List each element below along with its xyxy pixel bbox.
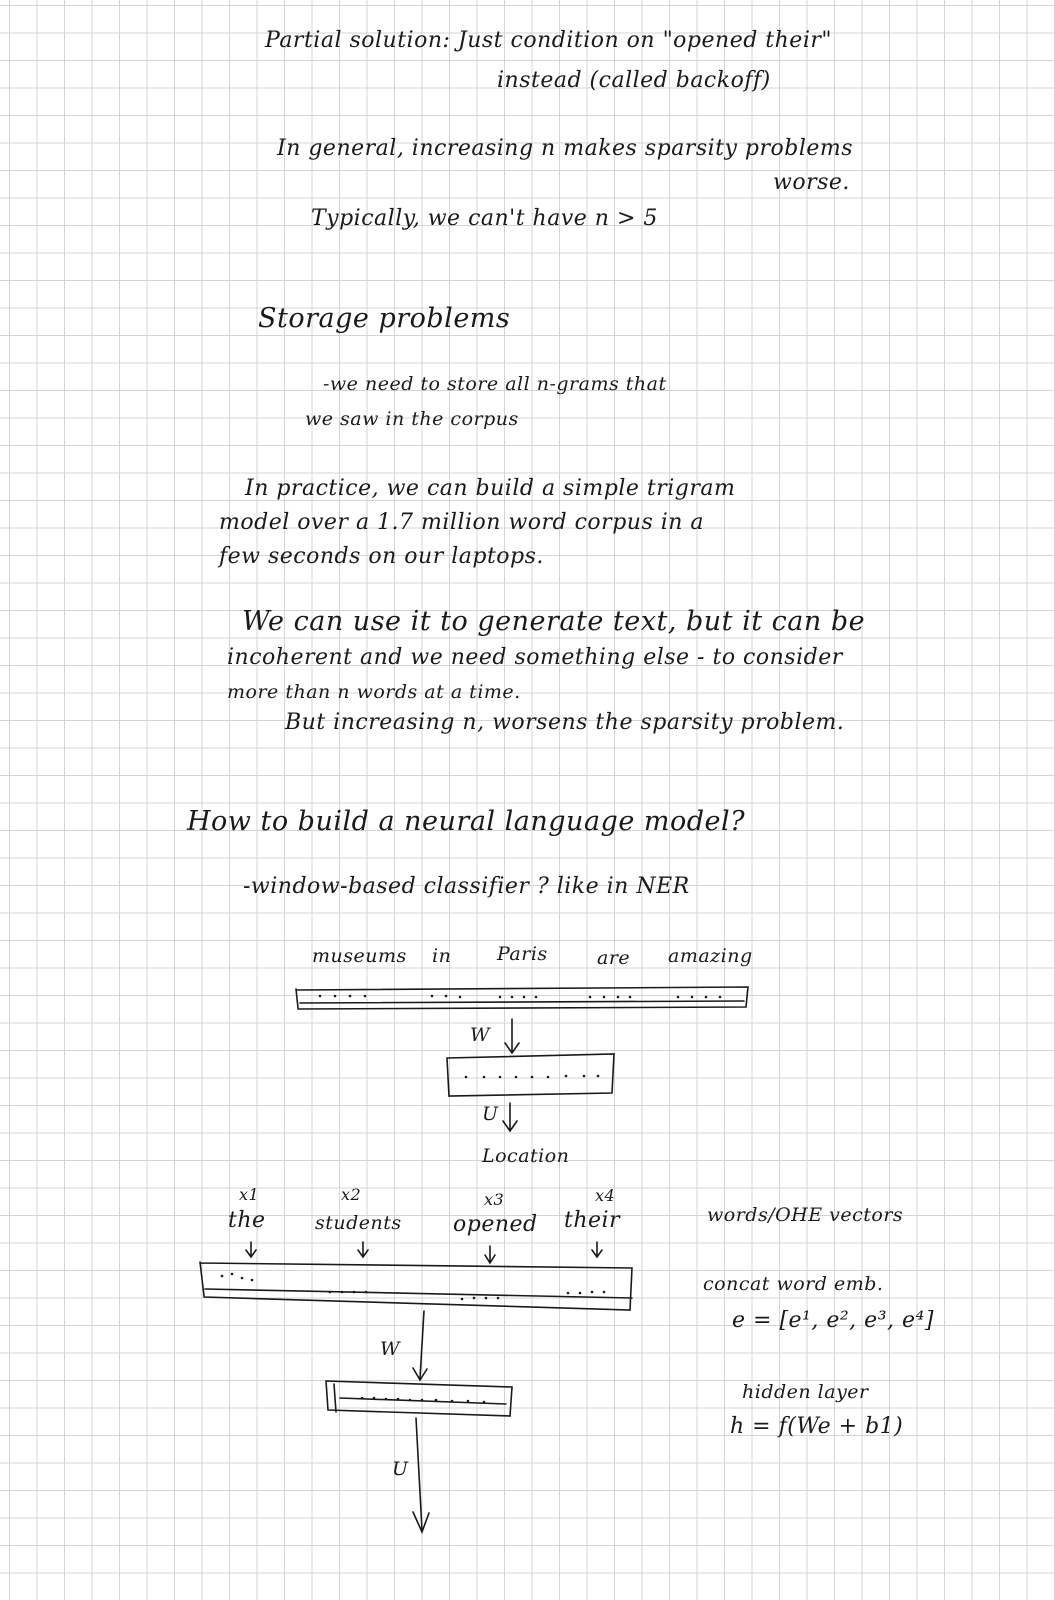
lm-hidden-box — [326, 1381, 512, 1416]
lm-x3-label: x3 — [484, 1190, 505, 1209]
lm-w-arrow — [413, 1311, 427, 1380]
partial-solution-line-1: Partial solution: Just condition on "opened their" — [265, 28, 832, 53]
ner-w-arrow — [505, 1019, 519, 1053]
lm-word-their: their — [564, 1208, 621, 1233]
window-classifier-line: -window-based classifier ? like in NER — [243, 874, 690, 899]
ner-w-label: W — [470, 1024, 491, 1046]
ner-u-arrow — [503, 1103, 517, 1131]
ner-word-in: in — [432, 945, 452, 967]
generate-line-4: But increasing n, worsens the sparsity problem. — [285, 710, 845, 735]
storage-line-2: we saw in the corpus — [305, 408, 519, 430]
lm-word-students: students — [315, 1212, 402, 1234]
typically-line: Typically, we can't have n > 5 — [311, 206, 658, 231]
lm-arrow-opened — [485, 1246, 495, 1263]
ner-word-museums: museums — [312, 945, 407, 967]
lm-w-label: W — [380, 1338, 401, 1360]
lm-arrow-their — [592, 1242, 602, 1257]
lm-note-e-vector: e = [e¹, e², e³, e⁴] — [732, 1308, 934, 1333]
storage-heading: Storage problems — [258, 303, 511, 334]
storage-line-1: -we need to store all n-grams that — [323, 373, 667, 395]
ner-word-paris: Paris — [497, 943, 548, 965]
lm-word-opened: opened — [453, 1212, 538, 1237]
partial-solution-line-2: instead (called backoff) — [497, 68, 771, 93]
practice-line-3: few seconds on our laptops. — [219, 544, 544, 569]
lm-embedding-box — [200, 1262, 632, 1310]
ner-hidden-box — [447, 1054, 614, 1096]
practice-line-1: In practice, we can build a simple trigram — [245, 476, 736, 501]
lm-u-arrow — [413, 1418, 429, 1532]
lm-note-h-formula: h = f(We + b1) — [730, 1414, 904, 1439]
ner-input-box — [296, 987, 748, 1009]
lm-x4-label: x4 — [595, 1186, 616, 1205]
ner-word-are: are — [597, 947, 631, 969]
general-line-2: worse. — [773, 170, 850, 195]
practice-line-2: model over a 1.7 million word corpus in a — [219, 510, 705, 535]
generate-line-2: incoherent and we need something else - to consider — [227, 645, 843, 670]
ner-input-dots — [319, 995, 722, 999]
neural-heading: How to build a neural language model? — [187, 806, 746, 837]
ner-u-label: U — [482, 1103, 499, 1125]
generate-line-3: more than n words at a time. — [227, 681, 521, 703]
lm-note-words-ohe: words/OHE vectors — [707, 1204, 904, 1226]
lm-arrow-the — [246, 1242, 256, 1257]
lm-note-hidden-layer: hidden layer — [742, 1381, 869, 1403]
lm-u-label: U — [392, 1458, 409, 1480]
generate-line-1: We can use it to generate text, but it can be — [242, 606, 866, 637]
ner-output-location: Location — [482, 1145, 570, 1167]
lm-word-the: the — [228, 1208, 266, 1233]
lm-x2-label: x2 — [341, 1185, 362, 1204]
lm-note-concat: concat word emb. — [703, 1273, 884, 1295]
general-line-1: In general, increasing n makes sparsity problems — [277, 136, 854, 161]
ner-word-amazing: amazing — [668, 945, 753, 967]
lm-arrow-students — [358, 1242, 368, 1257]
lm-x1-label: x1 — [239, 1185, 260, 1204]
